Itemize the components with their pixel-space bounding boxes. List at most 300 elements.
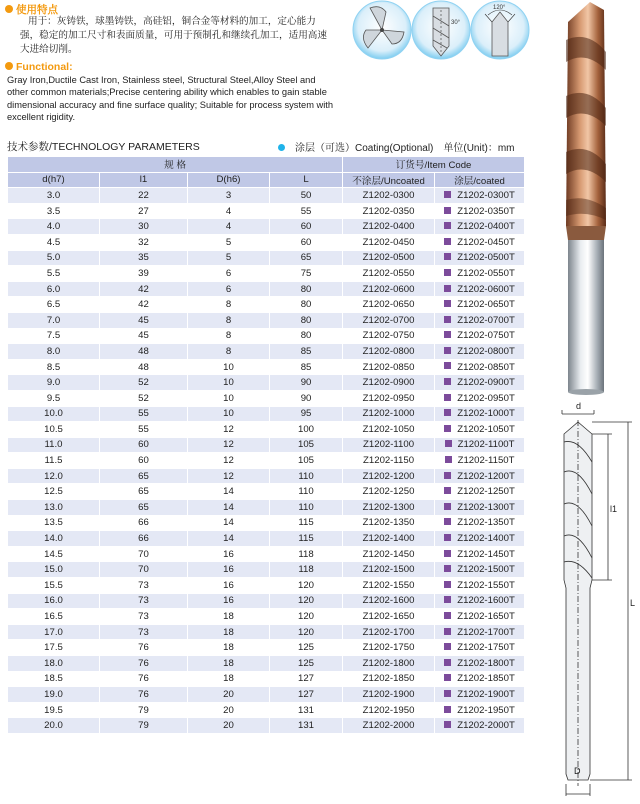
col-d-header: d(h7) (8, 172, 100, 188)
col-D-header: D(h6) (188, 172, 270, 188)
cell-D: 16 (188, 562, 270, 578)
coated-code: Z1202-1300T (457, 501, 515, 513)
cell-coated (435, 203, 525, 219)
cell-uncoated: Z1202-0500 (343, 250, 435, 266)
coated-marker-icon (444, 207, 451, 214)
params-title: 技术参数/TECHNOLOGY PARAMETERS (7, 141, 200, 153)
coated-marker-icon (444, 347, 451, 354)
cell-coated (435, 468, 525, 484)
coated-marker-icon (444, 238, 451, 245)
cell-l1: 52 (100, 390, 188, 406)
cell-uncoated: Z1202-1450 (343, 546, 435, 562)
coated-code: Z1202-1600T (457, 595, 515, 607)
cell-l1: 32 (100, 234, 188, 250)
cell-uncoated: Z1202-0450 (343, 234, 435, 250)
cell-d: 15.0 (8, 562, 100, 578)
cell-l1: 30 (100, 219, 188, 235)
cell-l1: 42 (100, 281, 188, 297)
coated-marker-icon (444, 269, 451, 276)
drill-tip-icons (352, 0, 530, 68)
cell-uncoated: Z1202-1300 (343, 500, 435, 516)
cell-L: 100 (270, 422, 343, 438)
cell-coated (435, 250, 525, 266)
cell-d: 17.5 (8, 640, 100, 656)
cell-L: 80 (270, 312, 343, 328)
cell-L: 55 (270, 203, 343, 219)
table-row (8, 344, 525, 360)
cell-coated (435, 562, 525, 578)
table-row (8, 484, 525, 500)
cell-L: 118 (270, 562, 343, 578)
cell-coated (435, 234, 525, 250)
cell-l1: 65 (100, 468, 188, 484)
cell-coated (435, 500, 525, 516)
cell-D: 20 (188, 718, 270, 734)
coated-marker-icon (445, 456, 452, 463)
cell-coated (435, 656, 525, 672)
cell-d: 11.0 (8, 437, 100, 453)
cell-coated (435, 515, 525, 531)
cell-D: 14 (188, 484, 270, 500)
cell-uncoated: Z1202-1050 (343, 422, 435, 438)
coated-marker-icon (444, 253, 451, 260)
cell-l1: 76 (100, 687, 188, 703)
cell-coated (435, 593, 525, 609)
cell-D: 8 (188, 344, 270, 360)
cell-l1: 79 (100, 718, 188, 734)
coated-marker-icon (444, 612, 451, 619)
coated-code: Z1202-1550T (457, 579, 515, 591)
cell-coated (435, 406, 525, 422)
cell-D: 6 (188, 281, 270, 297)
cell-l1: 79 (100, 702, 188, 718)
cell-L: 80 (270, 297, 343, 313)
coated-code: Z1202-1950T (457, 704, 515, 716)
table-row (8, 266, 525, 282)
coated-marker-icon (444, 518, 451, 525)
table-row (8, 468, 525, 484)
cell-uncoated: Z1202-1800 (343, 656, 435, 672)
coating-note-text: 涂层（可选）Coating(Optional) (295, 143, 434, 154)
cell-uncoated: Z1202-1700 (343, 624, 435, 640)
cell-L: 115 (270, 515, 343, 531)
cell-d: 13.5 (8, 515, 100, 531)
cell-L: 120 (270, 593, 343, 609)
cell-uncoated: Z1202-1600 (343, 593, 435, 609)
cell-L: 60 (270, 219, 343, 235)
cell-l1: 65 (100, 500, 188, 516)
cell-D: 10 (188, 406, 270, 422)
cell-L: 131 (270, 702, 343, 718)
cell-uncoated: Z1202-1500 (343, 562, 435, 578)
cell-l1: 60 (100, 437, 188, 453)
cell-L: 115 (270, 531, 343, 547)
cell-l1: 35 (100, 250, 188, 266)
cell-d: 14.0 (8, 531, 100, 547)
features-en-text: Gray Iron,Ductile Cast Iron, Stainless steel, Structural Steel,Alloy Steel and other common materials;Precise centering ability which enables to gain stable dimensional accuracy and fine surface quality; Suitable for process system with excellent rigidity. (7, 75, 334, 123)
table-row (8, 578, 525, 594)
cell-d: 8.0 (8, 344, 100, 360)
table-row (8, 437, 525, 453)
coating-dot-icon (278, 144, 285, 151)
coated-marker-icon (444, 690, 451, 697)
cell-D: 10 (188, 390, 270, 406)
features-cn-text: 用于：灰铸铁，球墨铸铁，高硅铝，铜合金等材料的加工，定心能力强，稳定的加工尺寸和表面质量，可用于预制孔和继续孔加工，适用高速大进给切削。 (20, 16, 327, 55)
coated-code: Z1202-0300T (457, 189, 515, 201)
cell-l1: 73 (100, 609, 188, 625)
cell-D: 8 (188, 328, 270, 344)
cell-l1: 70 (100, 546, 188, 562)
cell-uncoated: Z1202-0950 (343, 390, 435, 406)
cell-coated (435, 578, 525, 594)
cell-uncoated: Z1202-1750 (343, 640, 435, 656)
cell-d: 9.0 (8, 375, 100, 391)
cell-coated (435, 546, 525, 562)
coated-code: Z1202-0450T (457, 236, 515, 248)
dim-L-label: L (630, 598, 636, 608)
cell-l1: 60 (100, 453, 188, 469)
features-en-title (5, 61, 73, 73)
coated-marker-icon (444, 378, 451, 385)
cell-l1: 76 (100, 640, 188, 656)
cell-D: 12 (188, 422, 270, 438)
table-row (8, 624, 525, 640)
table-row (8, 687, 525, 703)
cell-uncoated: Z1202-1850 (343, 671, 435, 687)
cell-uncoated: Z1202-0600 (343, 281, 435, 297)
col-uncoated-header: 不涂层/Uncoated (343, 172, 435, 188)
cell-L: 80 (270, 281, 343, 297)
coated-code: Z1202-0900T (457, 377, 515, 389)
table-row (8, 390, 525, 406)
coated-code: Z1202-0800T (457, 345, 515, 357)
cell-l1: 65 (100, 484, 188, 500)
coated-marker-icon (444, 565, 451, 572)
cell-l1: 42 (100, 297, 188, 313)
cell-d: 16.5 (8, 609, 100, 625)
coating-note (278, 139, 514, 154)
coated-code: Z1202-2000T (457, 720, 515, 732)
coated-code: Z1202-1100T (457, 439, 515, 451)
coated-code: Z1202-1250T (457, 486, 515, 498)
coated-marker-icon (444, 706, 451, 713)
coated-marker-icon (444, 425, 451, 432)
cell-uncoated: Z1202-0900 (343, 375, 435, 391)
cell-l1: 73 (100, 624, 188, 640)
features-cn-title-text: 使用特点 (16, 4, 58, 16)
cell-d: 20.0 (8, 718, 100, 734)
coated-code: Z1202-1150T (457, 455, 515, 467)
cell-uncoated: Z1202-1100 (343, 437, 435, 453)
cell-uncoated: Z1202-1650 (343, 609, 435, 625)
cell-L: 90 (270, 390, 343, 406)
cell-D: 12 (188, 468, 270, 484)
coated-code: Z1202-1200T (457, 470, 515, 482)
cell-uncoated: Z1202-1350 (343, 515, 435, 531)
cell-l1: 66 (100, 515, 188, 531)
cell-l1: 45 (100, 328, 188, 344)
coated-code: Z1202-0500T (457, 252, 515, 264)
table-row (8, 640, 525, 656)
coated-code: Z1202-1700T (457, 626, 515, 638)
cell-L: 118 (270, 546, 343, 562)
coated-code: Z1202-0350T (457, 205, 515, 217)
cell-coated (435, 344, 525, 360)
cell-d: 10.5 (8, 422, 100, 438)
coated-marker-icon (444, 721, 451, 728)
cell-D: 18 (188, 640, 270, 656)
cell-d: 17.0 (8, 624, 100, 640)
cell-D: 10 (188, 359, 270, 375)
cell-d: 4.5 (8, 234, 100, 250)
spec-table (7, 156, 525, 734)
table-row (8, 203, 525, 219)
col-l1-header: l1 (100, 172, 188, 188)
cell-uncoated: Z1202-2000 (343, 718, 435, 734)
cell-d: 19.5 (8, 702, 100, 718)
coated-code: Z1202-1850T (457, 673, 515, 685)
cell-D: 6 (188, 266, 270, 282)
cell-uncoated: Z1202-1950 (343, 702, 435, 718)
cell-d: 19.0 (8, 687, 100, 703)
table-row (8, 609, 525, 625)
cell-d: 7.0 (8, 312, 100, 328)
cell-uncoated: Z1202-0850 (343, 359, 435, 375)
cell-L: 131 (270, 718, 343, 734)
cell-uncoated: Z1202-1400 (343, 531, 435, 547)
coated-code: Z1202-1800T (457, 657, 515, 669)
coated-marker-icon (444, 581, 451, 588)
cell-coated (435, 671, 525, 687)
table-row (8, 250, 525, 266)
coated-code: Z1202-1900T (457, 688, 515, 700)
cell-d: 10.0 (8, 406, 100, 422)
cell-L: 125 (270, 640, 343, 656)
cell-d: 12.5 (8, 484, 100, 500)
coated-code: Z1202-0950T (457, 392, 515, 404)
cell-L: 125 (270, 656, 343, 672)
coated-marker-icon (444, 472, 451, 479)
cell-D: 20 (188, 702, 270, 718)
cell-L: 95 (270, 406, 343, 422)
cell-L: 110 (270, 500, 343, 516)
table-row (8, 671, 525, 687)
table-row (8, 234, 525, 250)
cell-d: 18.5 (8, 671, 100, 687)
cell-D: 5 (188, 234, 270, 250)
cell-uncoated: Z1202-1550 (343, 578, 435, 594)
cell-l1: 66 (100, 531, 188, 547)
coated-code: Z1202-0650T (457, 299, 515, 311)
table-group-header (8, 157, 525, 173)
cell-l1: 73 (100, 578, 188, 594)
coated-code: Z1202-0550T (457, 267, 515, 279)
cell-coated (435, 624, 525, 640)
table-row (8, 359, 525, 375)
coated-marker-icon (444, 409, 451, 416)
table-row (8, 312, 525, 328)
cell-coated (435, 328, 525, 344)
coated-code: Z1202-1650T (457, 611, 515, 623)
table-row (8, 531, 525, 547)
helix-angle-icon (412, 1, 470, 59)
coated-marker-icon (444, 643, 451, 650)
cell-D: 14 (188, 515, 270, 531)
cell-L: 75 (270, 266, 343, 282)
coated-code: Z1202-0400T (457, 221, 515, 233)
table-row (8, 718, 525, 734)
spec-table-body (8, 188, 525, 734)
table-col-header (8, 172, 525, 188)
cell-uncoated: Z1202-0300 (343, 188, 435, 204)
cell-coated (435, 188, 525, 204)
cell-L: 90 (270, 375, 343, 391)
cell-L: 85 (270, 344, 343, 360)
table-row (8, 219, 525, 235)
coated-code: Z1202-1450T (457, 548, 515, 560)
cell-d: 3.5 (8, 203, 100, 219)
col-coated-header: 涂层/coated (435, 172, 525, 188)
coated-marker-icon (444, 659, 451, 666)
cell-uncoated: Z1202-1200 (343, 468, 435, 484)
cell-l1: 76 (100, 656, 188, 672)
cell-L: 80 (270, 328, 343, 344)
table-row (8, 656, 525, 672)
cell-d: 15.5 (8, 578, 100, 594)
coated-code: Z1202-0750T (457, 330, 515, 342)
coated-marker-icon (444, 222, 451, 229)
cell-coated (435, 718, 525, 734)
cell-d: 5.0 (8, 250, 100, 266)
cell-uncoated: Z1202-0350 (343, 203, 435, 219)
cell-d: 18.0 (8, 656, 100, 672)
cell-L: 110 (270, 484, 343, 500)
drill-drawing (548, 402, 638, 802)
cell-l1: 52 (100, 375, 188, 391)
cell-l1: 55 (100, 422, 188, 438)
coated-code: Z1202-0850T (457, 361, 515, 373)
table-row (8, 702, 525, 718)
coated-code: Z1202-1000T (457, 408, 515, 420)
cell-uncoated: Z1202-1250 (343, 484, 435, 500)
cell-d: 14.5 (8, 546, 100, 562)
cell-D: 4 (188, 203, 270, 219)
cell-d: 7.5 (8, 328, 100, 344)
cell-L: 105 (270, 437, 343, 453)
cell-D: 16 (188, 593, 270, 609)
coated-marker-icon (444, 300, 451, 307)
cell-D: 18 (188, 656, 270, 672)
cell-uncoated: Z1202-0700 (343, 312, 435, 328)
unit-label: 单位(Unit)：mm (443, 143, 515, 154)
coated-code: Z1202-1750T (457, 642, 515, 654)
cell-D: 10 (188, 375, 270, 391)
cell-d: 4.0 (8, 219, 100, 235)
cell-D: 18 (188, 671, 270, 687)
dim-d-label: d (576, 402, 582, 411)
cell-coated (435, 640, 525, 656)
cell-l1: 76 (100, 671, 188, 687)
helix-angle-label: 30° (451, 20, 461, 26)
cell-d: 6.0 (8, 281, 100, 297)
orange-bullet-icon (5, 62, 13, 70)
table-row (8, 562, 525, 578)
cell-D: 18 (188, 624, 270, 640)
cell-coated (435, 484, 525, 500)
cell-d: 8.5 (8, 359, 100, 375)
coated-marker-icon (444, 628, 451, 635)
table-row (8, 297, 525, 313)
table-row (8, 453, 525, 469)
coated-marker-icon (444, 534, 451, 541)
cell-coated (435, 702, 525, 718)
table-row (8, 328, 525, 344)
cell-coated (435, 266, 525, 282)
coated-code: Z1202-1050T (457, 423, 515, 435)
cell-l1: 22 (100, 188, 188, 204)
cell-d: 12.0 (8, 468, 100, 484)
cell-L: 120 (270, 609, 343, 625)
cell-l1: 39 (100, 266, 188, 282)
features-en-title-text: Functional: (16, 61, 73, 73)
group-order-header: 订货号/Item Code (343, 157, 525, 173)
coated-marker-icon (445, 440, 452, 447)
cell-L: 120 (270, 624, 343, 640)
cell-d: 16.0 (8, 593, 100, 609)
cell-d: 9.5 (8, 390, 100, 406)
table-row (8, 422, 525, 438)
table-row (8, 406, 525, 422)
coated-marker-icon (444, 331, 451, 338)
cell-L: 50 (270, 188, 343, 204)
cell-coated (435, 531, 525, 547)
coated-marker-icon (444, 487, 451, 494)
cell-l1: 73 (100, 593, 188, 609)
coated-marker-icon (444, 285, 451, 292)
cell-D: 8 (188, 297, 270, 313)
cell-D: 3 (188, 188, 270, 204)
cell-d: 13.0 (8, 500, 100, 516)
point-angle-icon (471, 1, 529, 59)
coated-marker-icon (444, 674, 451, 681)
cell-d: 5.5 (8, 266, 100, 282)
coated-marker-icon (444, 596, 451, 603)
cell-d: 11.5 (8, 453, 100, 469)
cell-D: 4 (188, 219, 270, 235)
cell-l1: 70 (100, 562, 188, 578)
group-spec-header: 规 格 (8, 157, 343, 173)
coated-marker-icon (444, 191, 451, 198)
cell-coated (435, 312, 525, 328)
coated-marker-icon (444, 503, 451, 510)
cell-coated (435, 297, 525, 313)
coated-marker-icon (444, 362, 451, 369)
cell-d: 6.5 (8, 297, 100, 313)
cell-D: 14 (188, 500, 270, 516)
cell-coated (435, 453, 525, 469)
coated-code: Z1202-0700T (457, 314, 515, 326)
cell-D: 16 (188, 546, 270, 562)
dim-l1-label: l1 (610, 504, 618, 514)
cell-d: 3.0 (8, 188, 100, 204)
cell-coated (435, 609, 525, 625)
orange-bullet-icon (5, 5, 13, 13)
table-row (8, 500, 525, 516)
cell-L: 85 (270, 359, 343, 375)
point-end-view-icon (353, 1, 411, 59)
dim-D-label: D (574, 766, 581, 776)
cell-uncoated: Z1202-0650 (343, 297, 435, 313)
